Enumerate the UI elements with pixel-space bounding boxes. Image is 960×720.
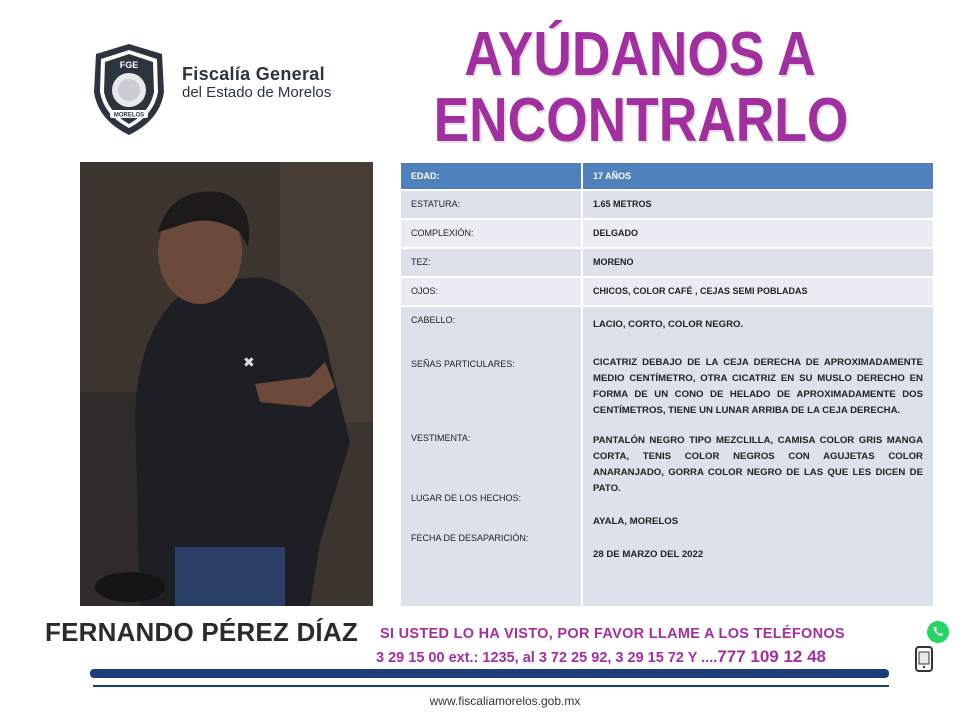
marks-label: SEÑAS PARTICULARES: — [411, 359, 515, 369]
title-line-1: AYÚDANOS A — [464, 20, 816, 89]
date-value: 28 DE MARZO DEL 2022 — [593, 549, 704, 560]
table-row — [401, 249, 933, 276]
place-value: AYALA, MORELOS — [593, 516, 679, 527]
mobile-phone-icon — [915, 646, 933, 672]
svg-text:✖: ✖ — [243, 355, 255, 371]
table-row — [401, 163, 933, 189]
height-label: ESTATURA: — [401, 191, 581, 218]
table-row — [401, 220, 933, 247]
place-label: LUGAR DE LOS HECHOS: — [411, 493, 522, 503]
website-link[interactable]: www.fiscaliamorelos.gob.mx — [429, 694, 581, 708]
eyes-label: OJOS: — [401, 278, 581, 305]
shield-badge-icon — [90, 42, 168, 137]
hair-label: CABELLO: — [411, 315, 456, 325]
svg-text:FGE: FGE — [119, 60, 139, 70]
person-name: FERNANDO PÉREZ DÍAZ — [45, 617, 358, 647]
main-phone-number: 777 109 12 48 — [717, 647, 827, 666]
page-title — [434, 22, 847, 154]
table-row — [401, 278, 933, 305]
description-table — [401, 163, 933, 606]
labels-column — [401, 307, 581, 606]
complexion-label: TEZ: — [401, 249, 581, 276]
complexion-value: MORENO — [583, 249, 933, 276]
marks-value: CICATRIZ DEBAJO DE LA CEJA DERECHA DE APROXIMADAMENTE MEDIO CENTÍMETRO, OTRA CICATRIZ EN SU MUSLO DERECHO EN FORMA DE UN CONO DE HELADO DE APROXIMADAMENTE DOS CENTÍMETROS, TIENE UN LUNAR ARRIBA DE LA CEJA DERECHA. — [593, 357, 923, 416]
eyes-value: CHICOS, COLOR CAFÉ , CEJAS SEMI POBLADAS — [583, 278, 933, 305]
build-value: DELGADO — [583, 220, 933, 247]
clothing-value: PANTALÓN NEGRO TIPO MEZCLILLA, CAMISA COLOR GRIS MANGA CORTA, TENIS COLOR NEGROS CON AGUJETAS COLOR ANARANJADO, GORRA COLOR NEGRO DE LAS QUE LES DICEN DE PATO. — [593, 435, 923, 494]
person-silhouette-icon — [80, 162, 373, 606]
contact-phones — [376, 647, 826, 667]
missing-person-photo — [80, 162, 373, 606]
contact-instructions: SI USTED LO HA VISTO, POR FAVOR LLAME A LOS TELÉFONOS — [380, 626, 845, 642]
title-line-2: ENCONTRARLO — [433, 86, 849, 155]
footer-divider-thick — [90, 669, 889, 678]
org-name: Fiscalía General — [182, 64, 325, 84]
org-subtitle: del Estado de Morelos — [182, 84, 332, 101]
values-column — [583, 307, 933, 606]
whatsapp-icon — [927, 621, 949, 643]
phone-numbers: 3 29 15 00 ext.: 1235, al 3 72 25 92, 3 29 15 72 Y .... — [376, 650, 718, 666]
age-label: EDAD: — [401, 163, 581, 189]
agency-logo — [90, 42, 360, 137]
clothing-label: VESTIMENTA: — [411, 433, 471, 443]
table-row — [401, 191, 933, 218]
svg-text:MORELOS: MORELOS — [113, 112, 145, 119]
table-row — [401, 307, 933, 606]
hair-value: LACIO, CORTO, COLOR NEGRO. — [593, 319, 744, 330]
date-label: FECHA DE DESAPARICIÓN: — [411, 533, 529, 543]
age-value: 17 AÑOS — [583, 163, 933, 189]
build-label: COMPLEXIÓN: — [401, 220, 581, 247]
footer-divider-thin — [93, 685, 889, 687]
height-value: 1.65 METROS — [583, 191, 933, 218]
